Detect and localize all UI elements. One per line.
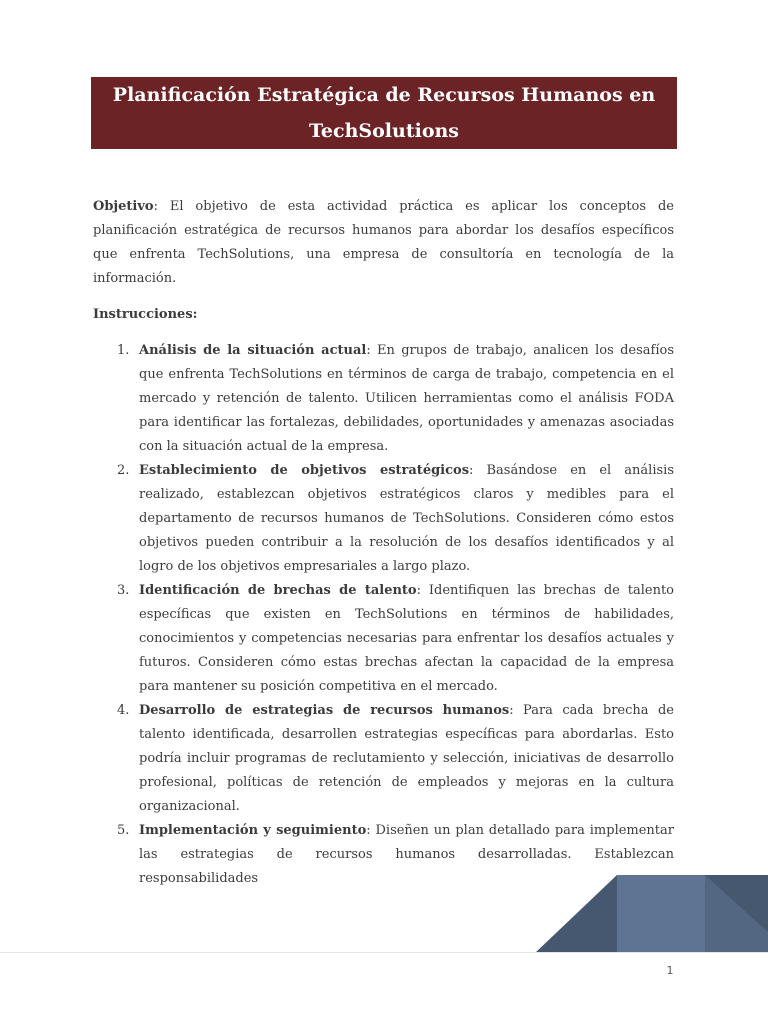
instruction-number: 3. [117, 583, 130, 598]
instruction-title: Análisis de la situación actual [139, 343, 367, 358]
objective-paragraph [93, 195, 674, 291]
objective-text: : El objetivo de esta actividad práctica es aplicar los conceptos de planificación estratégica de recursos humanos para abordar los desafíos específicos que enfrenta TechSolutions, una empresa de consultoría en tecnología de la información. [93, 199, 674, 286]
instruction-title: Establecimiento de objetivos estratégicos [139, 463, 470, 478]
instruction-text: : Diseñen un plan detallado para implementar las estrategias de recursos humanos desarrolladas. Establezcan responsabilidades [139, 823, 674, 886]
instruction-text: : En grupos de trabajo, analicen los desafíos que enfrenta TechSolutions en términos de carga de trabajo, competencia en el mercado y retención de talento. Utilicen herramientas como el análisis FODA para identificar las fortalezas, debilidades, oportunidades y amenazas asociadas con la situación actual de la empresa. [139, 343, 674, 454]
instruction-title: Desarrollo de estrategias de recursos humanos [139, 703, 510, 718]
instruction-item [93, 339, 674, 459]
instructions-list [93, 339, 674, 891]
instruction-number: 4. [117, 703, 130, 718]
instruction-text: : Basándose en el análisis realizado, establezcan objetivos estratégicos claros y medibles para el departamento de recursos humanos de TechSolutions. Consideren cómo estos objetivos pueden contribuir a la resolución de los desafíos identificados y al logro de los objetivos empresariales a largo plazo. [139, 463, 674, 574]
instruction-number: 5. [117, 823, 130, 838]
instructions-heading: Instrucciones: [93, 307, 198, 322]
document-body [93, 195, 674, 891]
instruction-title: Identificación de brechas de talento [139, 583, 417, 598]
footer-divider [0, 952, 768, 953]
instruction-title: Implementación y seguimiento [139, 823, 367, 838]
instruction-item [93, 699, 674, 819]
document-title: Planificación Estratégica de Recursos Humanos en TechSolutions [112, 84, 656, 142]
title-banner [91, 77, 677, 149]
instruction-item [93, 459, 674, 579]
instruction-item [93, 579, 674, 699]
instruction-text: : Identifiquen las brechas de talento específicas que existen en TechSolutions en términos de habilidades, conocimientos y competencias necesarias para enfrentar los desafíos actuales y futuros. Consideren cómo estas brechas afectan la capacidad de la empresa para mantener su posición competitiva en el mercado. [139, 583, 674, 694]
instruction-number: 2. [117, 463, 130, 478]
decor-fold-triangle [705, 875, 768, 953]
decor-dark-block [705, 875, 768, 953]
instruction-text: : Para cada brecha de talento identificada, desarrollen estrategias específicas para abordarlas. Esto podría incluir programas de reclutamiento y selección, iniciativas de desarrollo profesional, políticas de retención de empleados y mejoras en la cultura organizacional. [139, 703, 674, 814]
objective-label: Objetivo [93, 199, 154, 214]
instruction-item [93, 819, 674, 891]
instruction-number: 1. [117, 343, 130, 358]
page-number: 1 [666, 964, 674, 977]
